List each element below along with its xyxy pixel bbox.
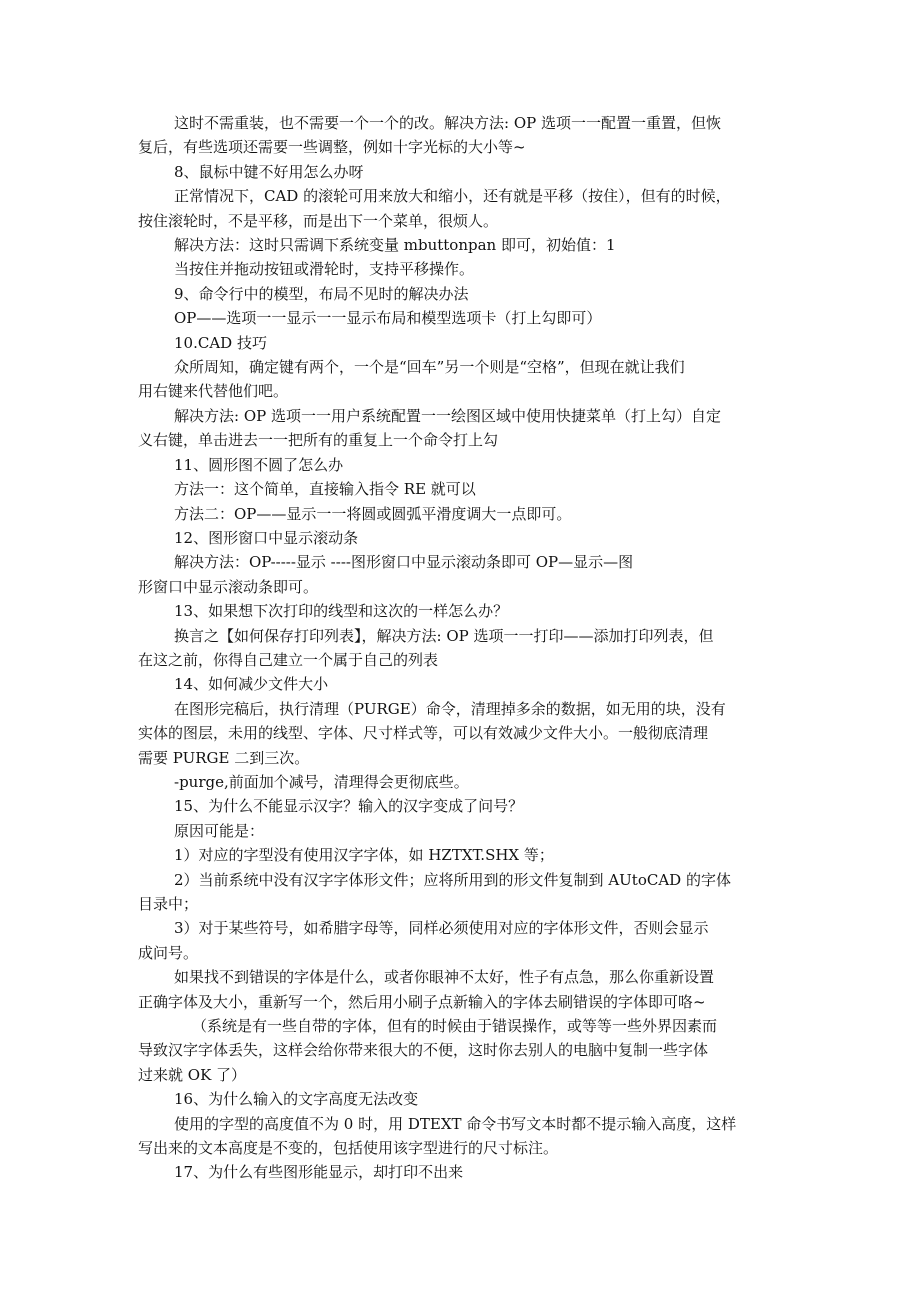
- paragraph-line: 用右键来代替他们吧。: [138, 382, 289, 401]
- paragraph-line: 12、图形窗口中显示滚动条: [174, 528, 359, 547]
- paragraph: [138, 794, 788, 818]
- paragraph: [138, 257, 788, 281]
- paragraph-line: 形窗口中显示滚动条即可。: [138, 577, 319, 596]
- paragraph-line: 17、为什么有些图形能显示，却打印不出来: [174, 1163, 464, 1182]
- paragraph-line: 这时不需重装，也不需要一个一个的改。解决方法: OP 选项一一配置一重置，但恢: [174, 114, 721, 132]
- paragraph: [138, 770, 788, 794]
- paragraph: [138, 1160, 788, 1184]
- paragraph-line: 2）当前系统中没有汉字字体形文件；应将所用到的形文件复制到 AUtoCAD 的字体: [174, 870, 731, 889]
- paragraph-line: 方法一：这个简单，直接输入指令 RE 就可以: [174, 480, 476, 499]
- document-body: [138, 111, 788, 1185]
- paragraph: [138, 843, 788, 867]
- paragraph-line: 目录中；: [138, 895, 199, 913]
- paragraph: [138, 599, 788, 623]
- paragraph: [138, 1087, 788, 1111]
- paragraph-line: 解决方法：OP-----显示 ----图形窗口中显示滚动条即可 OP—显示—图: [174, 553, 634, 572]
- paragraph: [138, 550, 788, 599]
- paragraph-line: 复后，有些选项还需要一些调整，例如十字光标的大小等~: [138, 138, 526, 157]
- paragraph-line: 在图形完稿后，执行清理（PURGE）命令，清理掉多余的数据，如无用的块，没有: [174, 699, 726, 718]
- paragraph-line: 需要 PURGE 二到三次。: [138, 748, 310, 767]
- paragraph-line: 过来就 OK 了）: [138, 1065, 247, 1084]
- paragraph-line: 10.CAD 技巧: [174, 333, 267, 352]
- paragraph: [138, 453, 788, 477]
- paragraph-line: 15、为什么不能显示汉字？输入的汉字变成了问号？: [174, 797, 524, 816]
- paragraph: [138, 819, 788, 843]
- paragraph-line: 实体的图层，未用的线型、字体、尺寸样式等，可以有效减少文件大小。一般彻底清理: [138, 724, 709, 743]
- paragraph: [138, 306, 788, 330]
- paragraph-line: 义右键，单击进去一一把所有的重复上一个命令打上勾: [138, 431, 499, 450]
- paragraph: [138, 184, 788, 233]
- paragraph-line: 众所周知，确定键有两个，一个是“回车”另一个则是“空格”，但现在就让我们: [174, 358, 685, 377]
- paragraph: [138, 355, 788, 404]
- paragraph-line: 1）对应的字型没有使用汉字字体，如 HZTXT.SHX 等；: [174, 846, 554, 865]
- paragraph: [138, 624, 788, 673]
- paragraph: [138, 965, 788, 1014]
- paragraph: [138, 282, 788, 306]
- paragraph-line: OP——选项一一显示一一显示布局和模型选项卡（打上勾即可）: [174, 309, 602, 328]
- paragraph-line: 13、如果想下次打印的线型和这次的一样怎么办？: [174, 602, 509, 621]
- paragraph: [138, 526, 788, 550]
- paragraph-line: 正确字体及大小，重新写一个，然后用小刷子点新输入的字体去刷错误的字体即可咯~: [138, 992, 706, 1011]
- paragraph-line: 在这之前，你得自己建立一个属于自己的列表: [138, 650, 439, 669]
- paragraph-line: 写出来的文本高度是不变的，包括使用该字型进行的尺寸标注。: [138, 1139, 559, 1158]
- paragraph: [138, 868, 788, 917]
- paragraph-line: -purge,前面加个减号，清理得会更彻底些。: [174, 772, 469, 791]
- paragraph-line: 如果找不到错误的字体是什么，或者你眼神不太好，性子有点急，那么你重新设置: [174, 968, 715, 987]
- paragraph: [138, 404, 788, 453]
- paragraph: [138, 672, 788, 696]
- paragraph-line: 正常情况下，CAD 的滚轮可用来放大和缩小，还有就是平移（按住），但有的时候，: [174, 187, 731, 206]
- paragraph-line: 解决方法：这时只需调下系统变量 mbuttonpan 即可，初始值：1: [174, 236, 616, 255]
- paragraph-line: 按住滚轮时，不是平移，而是出下一个菜单，很烦人。: [138, 211, 499, 230]
- paragraph-line: 方法二：OP——显示一一将圆或圆弧平滑度调大一点即可。: [174, 504, 572, 523]
- paragraph: [138, 331, 788, 355]
- paragraph-line: 3）对于某些符号，如希腊字母等，同样必须使用对应的字体形文件，否则会显示: [174, 919, 709, 938]
- paragraph-line: 8、鼠标中键不好用怎么办呀: [174, 162, 364, 181]
- paragraph: [138, 1112, 788, 1161]
- paragraph-line: 使用的字型的高度值不为 0 时，用 DTEXT 命令书写文本时都不提示输入高度，这样: [174, 1114, 737, 1133]
- paragraph: [138, 1014, 788, 1087]
- paragraph-line: 14、如何减少文件大小: [174, 675, 329, 694]
- paragraph-line: 换言之【如何保存打印列表】，解决方法: OP 选项一一打印——添加打印列表，但: [174, 626, 714, 645]
- paragraph-line: 9、命令行中的模型，布局不见时的解决办法: [174, 284, 469, 303]
- paragraph-line: 11、圆形图不圆了怎么办: [174, 455, 344, 474]
- paragraph: [138, 111, 788, 160]
- paragraph: [138, 697, 788, 770]
- paragraph-line: （系统是有一些自带的字体，但有的时候由于错误操作，或等等一些外界因素而: [192, 1017, 718, 1036]
- paragraph-line: 导致汉字字体丢失，这样会给你带来很大的不便，这时你去别人的电脑中复制一些字体: [138, 1041, 709, 1060]
- paragraph: [138, 160, 788, 184]
- paragraph-line: 16、为什么输入的文字高度无法改变: [174, 1090, 419, 1109]
- paragraph: [138, 233, 788, 257]
- paragraph-line: 解决方法: OP 选项一一用户系统配置一一绘图区域中使用快捷菜单（打上勾）自定: [174, 406, 721, 425]
- paragraph-line: 当按住并拖动按钮或滑轮时，支持平移操作。: [174, 260, 475, 279]
- paragraph: [138, 502, 788, 526]
- paragraph-line: 成问号。: [138, 943, 199, 962]
- paragraph: [138, 477, 788, 501]
- paragraph: [138, 916, 788, 965]
- paragraph-line: 原因可能是：: [174, 821, 265, 840]
